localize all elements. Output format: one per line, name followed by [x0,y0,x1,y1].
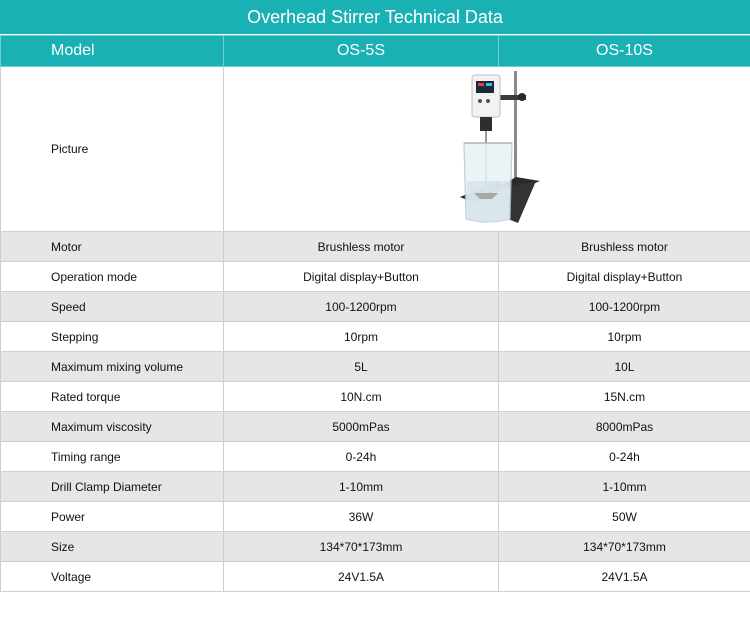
row-label: Maximum viscosity [1,412,224,442]
model-header-label: Model [1,36,224,67]
row-value: 10N.cm [224,382,499,412]
row-value: 1-10mm [499,472,750,502]
row-label: Speed [1,292,224,322]
row-label: Size [1,532,224,562]
row-label: Stepping [1,322,224,352]
row-value: 36W [224,502,499,532]
row-label: Rated torque [1,382,224,412]
row-value: 0-24h [499,442,750,472]
row-value: 100-1200rpm [224,292,499,322]
table-row [1,442,750,472]
model-os-10s: OS-10S [499,36,750,67]
product-picture-cell [224,67,750,232]
row-value: Brushless motor [499,232,750,262]
row-value: 0-24h [224,442,499,472]
table-row [1,562,750,592]
row-value: 8000mPas [499,412,750,442]
row-value: 134*70*173mm [499,532,750,562]
picture-label: Picture [1,67,224,232]
row-value: 134*70*173mm [224,532,499,562]
table-row [1,262,750,292]
table-row [1,502,750,532]
row-label: Drill Clamp Diameter [1,472,224,502]
overhead-stirrer-image [458,69,540,229]
table-row [1,232,750,262]
spec-table [0,35,750,592]
row-value: 24V1.5A [499,562,750,592]
row-label: Power [1,502,224,532]
table-row [1,322,750,352]
row-value: 50W [499,502,750,532]
row-value: 10rpm [499,322,750,352]
row-label: Motor [1,232,224,262]
row-value: 5000mPas [224,412,499,442]
table-row [1,292,750,322]
row-label: Voltage [1,562,224,592]
table-row [1,472,750,502]
row-value: Brushless motor [224,232,499,262]
row-label: Operation mode [1,262,224,292]
row-value: 10L [499,352,750,382]
table-row [1,352,750,382]
row-value: 100-1200rpm [499,292,750,322]
page-title: Overhead Stirrer Technical Data [0,0,750,35]
table-row [1,382,750,412]
row-value: 10rpm [224,322,499,352]
row-value: Digital display+Button [224,262,499,292]
row-value: 1-10mm [224,472,499,502]
table-row [1,412,750,442]
row-label: Maximum mixing volume [1,352,224,382]
picture-row [1,67,750,232]
row-value: 15N.cm [499,382,750,412]
header-row [1,36,750,67]
model-os-5s: OS-5S [224,36,499,67]
row-value: Digital display+Button [499,262,750,292]
row-label: Timing range [1,442,224,472]
row-value: 5L [224,352,499,382]
row-value: 24V1.5A [224,562,499,592]
table-row [1,532,750,562]
